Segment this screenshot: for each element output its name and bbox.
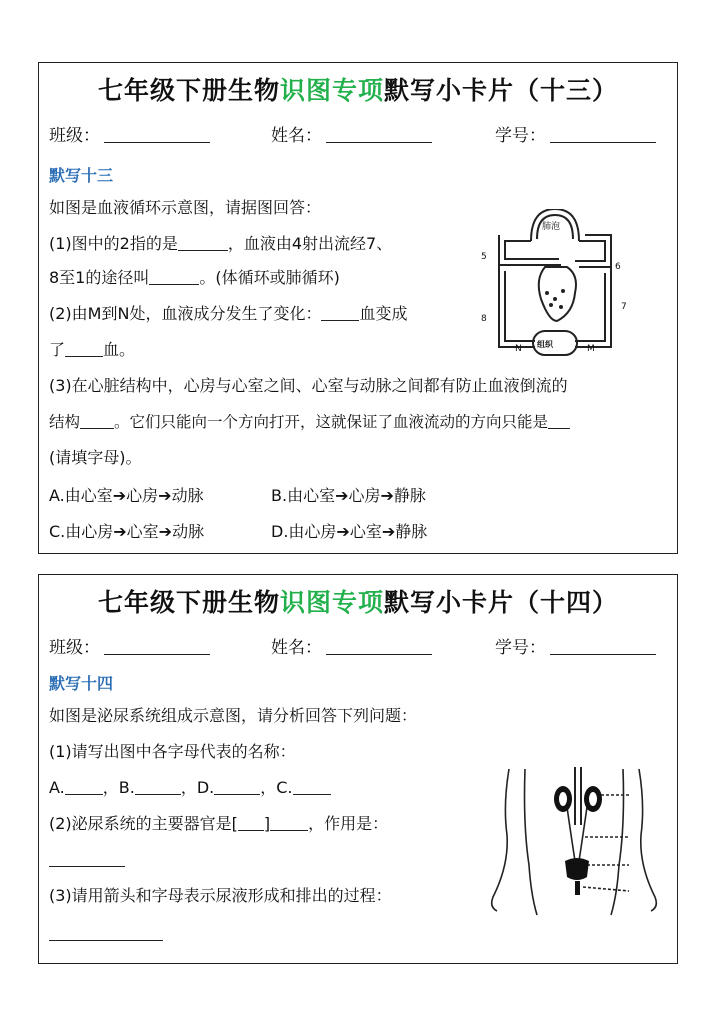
question-1-line-2 [49,267,340,289]
card-title [39,71,677,107]
answer-blank[interactable] [80,412,114,429]
intro-text: 如图是泌尿系统组成示意图，请分析回答下列问题： [49,706,418,725]
title-part: 七年级下册生物 [97,76,280,105]
section-heading: 默写十四 [49,674,114,693]
q-text: 。它们只能向一个方向打开，这就保证了血液流动的方向只能是 [114,413,549,431]
question-1-answers [49,777,331,799]
label-m: M [587,344,595,354]
name-label: 姓名： [271,126,322,146]
label-8: 8 [481,314,487,324]
label-7: 7 [621,302,627,312]
alveoli-label: 肺泡 [542,222,561,232]
q-text: 了 [49,340,66,359]
q-text: ，C. [260,778,293,797]
title-highlight: 识图专项 [279,588,384,617]
ureter-left [567,807,575,861]
title-part: 默写小卡片（十四） [384,588,619,617]
q-text: ] [263,814,271,833]
label-5: 5 [481,252,487,262]
q-text: 血变成 [359,304,408,323]
answer-blank[interactable] [270,814,308,831]
q-text: 。(体循环或肺循环) [199,268,340,287]
q-text: ，血液由4射出流经7、 [227,234,393,253]
bladder [565,858,589,880]
q-text: ，作用是： [308,814,389,833]
q-text: (2)由M到N处，血液成分发生了变化： [49,304,322,323]
answer-blank[interactable] [321,304,359,321]
q-text: 结构 [49,413,81,431]
question-1-line-1 [49,233,392,255]
question-1: (1)请写出图中各字母代表的名称： [49,742,296,761]
q-text: ，D. [180,778,215,797]
card-thirteen [38,62,678,554]
question-3-answer-line [49,923,163,945]
answer-blank[interactable] [65,340,103,357]
option-b: B.由心室➔心房➔静脉 [271,486,426,505]
blood-circulation-diagram [475,209,671,359]
left-torso-outline [525,769,538,915]
class-field[interactable] [104,124,210,143]
intro-text: 如图是血液循环示意图，请据图回答： [49,198,322,217]
answer-blank-d[interactable] [214,778,260,795]
urethra [575,881,580,895]
student-info-row [49,633,667,661]
urinary-system-diagram [479,765,669,917]
question-2-answer-line [49,849,125,871]
title-part: 七年级下册生物 [97,588,280,617]
option-c: C.由心房➔心室➔动脉 [49,522,205,541]
answer-blank[interactable] [49,924,163,941]
answer-blank-a[interactable] [65,778,103,795]
answer-blank-b[interactable] [135,778,181,795]
question-2-line-1 [49,303,407,325]
question-2 [49,813,388,835]
label-6: 6 [615,262,621,272]
class-field[interactable] [104,636,210,655]
number-field[interactable] [550,124,656,143]
option-d: D.由心房➔心室➔静脉 [271,522,428,541]
left-arm-outline [492,769,509,911]
title-part: 默写小卡片（十三） [384,76,619,105]
answer-blank[interactable] [178,234,228,251]
name-field[interactable] [326,636,432,655]
name-label: 姓名： [271,638,322,658]
question-3: (3)请用箭头和字母表示尿液形成和排出的过程： [49,886,392,905]
pulmonary-vein-line [575,241,605,261]
title-highlight: 识图专项 [279,76,384,105]
q-text: (2)泌尿系统的主要器官是[ [49,814,238,833]
question-2-line-2 [49,339,135,361]
tissue-label: 组织 [537,340,553,349]
number-field[interactable] [550,636,656,655]
right-arm-outline [639,769,656,911]
right-torso-outline [611,769,624,915]
number-label: 学号： [495,126,546,146]
answer-blank[interactable] [149,268,199,285]
answer-blank[interactable] [238,814,264,831]
answer-blank[interactable] [49,850,125,867]
class-label: 班级： [49,126,100,146]
q-text: 血。 [103,340,136,359]
answer-blank-c[interactable] [293,778,331,795]
question-3-line-1: (3)在心脏结构中，心房与心室之间、心室与动脉之间都有防止血液倒流的 [49,376,568,395]
section-heading: 默写十三 [49,166,114,185]
pulmonary-artery-line [505,241,559,259]
q-text: 8至1的途径叫 [49,268,150,287]
number-label: 学号： [495,638,546,658]
question-3-line-3: (请填字母)。 [49,448,142,467]
name-field[interactable] [326,124,432,143]
answer-blank[interactable] [548,412,570,429]
q-text: ，B. [102,778,135,797]
student-info-row [49,121,667,149]
option-a: A.由心室➔心房➔动脉 [49,486,204,505]
q-text: (1)图中的2指的是 [49,234,178,253]
heart-shape [539,267,576,321]
card-fourteen [38,574,678,964]
label-n: N [515,344,522,354]
q-text: A. [49,778,65,797]
card-title [39,583,677,619]
class-label: 班级： [49,638,100,658]
question-3-line-2 [49,411,570,433]
